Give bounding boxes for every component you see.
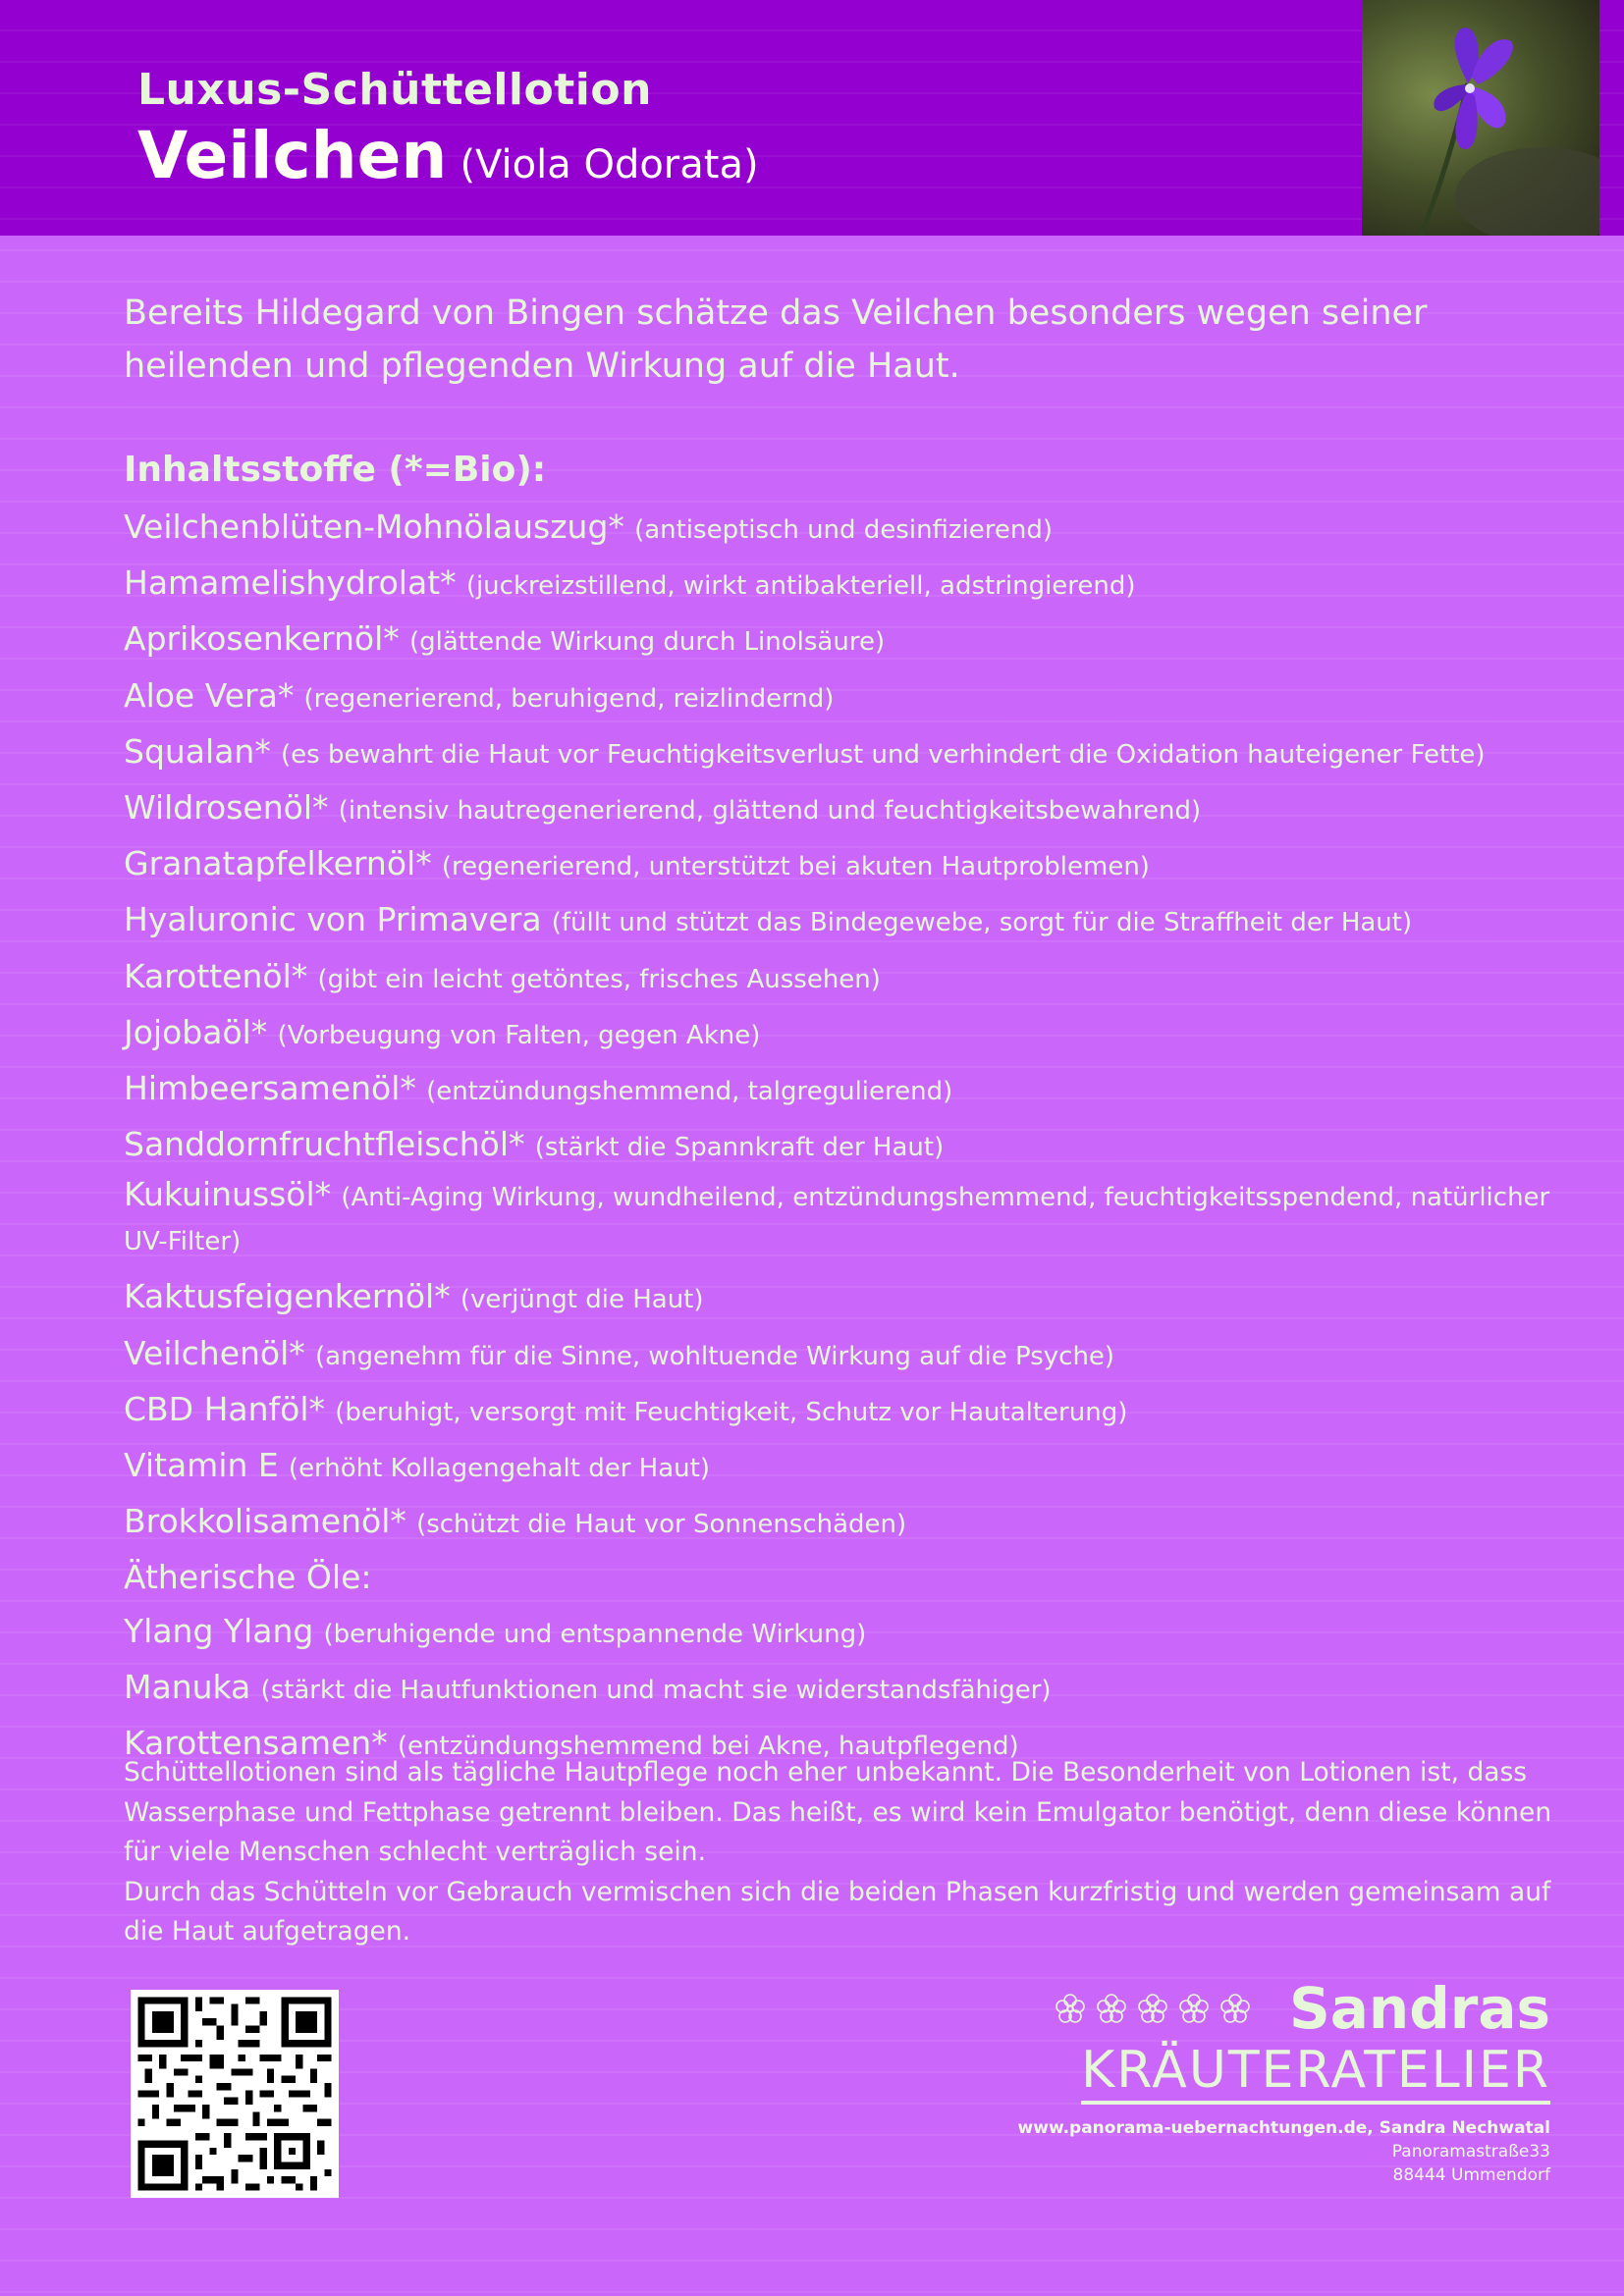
ingredient-name: Aloe Vera* xyxy=(124,675,295,715)
ingredient-name: Ätherische Öle: xyxy=(124,1558,372,1597)
ingredient-note: (entzündungshemmend, talgregulierend) xyxy=(426,1077,953,1107)
brand-subtitle: KRÄUTERATELIER xyxy=(1081,2040,1550,2105)
ingredient-item xyxy=(124,1439,1567,1495)
ingredient-name: Kaktusfeigenkernöl* xyxy=(124,1277,451,1316)
ingredient-item xyxy=(124,893,1567,949)
ingredient-item xyxy=(124,1270,1567,1326)
ingredient-item xyxy=(124,1661,1567,1717)
ingredient-note: (füllt und stützt das Bindegewebe, sorgt für die Straffheit der Haut) xyxy=(551,908,1413,938)
violet-flower-icon xyxy=(1362,0,1599,236)
ingredient-name: Brokkolisamenöl* xyxy=(124,1502,406,1541)
ingredient-note: (es bewahrt die Haut vor Feuchtigkeitsverlust und verhindert die Oxidation hauteigener Fette) xyxy=(281,739,1486,770)
ingredients-list xyxy=(124,501,1567,1773)
ingredient-note: (schützt die Haut vor Sonnenschäden) xyxy=(416,1510,907,1540)
brand-block xyxy=(1018,1975,1550,2187)
ingredient-note: (stärkt die Hautfunktionen und macht sie widerstandsfähiger) xyxy=(260,1675,1052,1705)
ingredient-name: Wildrosenöl* xyxy=(124,788,329,828)
ingredient-item xyxy=(124,1118,1567,1174)
ingredient-item xyxy=(124,613,1567,668)
ingredient-note: (regenerierend, beruhigend, reizlindernd) xyxy=(303,683,835,714)
ingredient-item xyxy=(124,781,1567,837)
ingredient-item xyxy=(124,1605,1567,1661)
ingredient-item xyxy=(124,1495,1567,1551)
qr-code[interactable] xyxy=(131,1990,339,2198)
description-paragraph: Durch das Schütteln vor Gebrauch vermischen sich die beiden Phasen kurzfristig und werden gemeinsam auf die Haut aufgetragen. xyxy=(124,1876,1551,1947)
ingredient-name: Sanddornfruchtfleischöl* xyxy=(124,1125,525,1164)
description-text xyxy=(124,1753,1557,1952)
contact-website[interactable]: www.panorama-uebernachtungen.de, Sandra Nechwatal xyxy=(1017,2118,1550,2138)
ingredient-name: Manuka xyxy=(124,1667,251,1706)
ingredients-heading: Inhaltsstoffe (*=Bio): xyxy=(124,450,547,490)
essential-oils-heading xyxy=(124,1551,1567,1604)
ingredient-item xyxy=(124,1006,1567,1062)
ingredient-name: CBD Hanföl* xyxy=(124,1389,326,1428)
ingredient-name: Hamamelishydrolat* xyxy=(124,563,457,603)
ingredient-item xyxy=(124,1062,1567,1118)
ingredient-note: (erhöht Kollagengehalt der Haut) xyxy=(288,1454,710,1484)
ingredient-note: (beruhigende und entspannende Wirkung) xyxy=(323,1619,867,1649)
ingredient-item xyxy=(124,669,1567,725)
contact-city: 88444 Ummendorf xyxy=(1392,2165,1550,2185)
ingredient-name: Squalan* xyxy=(124,731,271,771)
ingredient-name: Karottensamen* xyxy=(124,1724,388,1763)
ingredient-note: (gibt ein leicht getöntes, frisches Aussehen) xyxy=(317,964,881,994)
ingredient-item xyxy=(124,501,1567,557)
ingredient-item xyxy=(124,1383,1567,1439)
ingredient-note: (stärkt die Spannkraft der Haut) xyxy=(534,1133,945,1163)
product-subtitle: Luxus-Schüttellotion xyxy=(137,65,652,115)
ingredient-note: (Anti-Aging Wirkung, wundheilend, entzündungshemmend, feuchtigkeitsspendend, natürlicher UV-Filter) xyxy=(124,1183,1550,1257)
ingredient-item xyxy=(124,950,1567,1006)
ingredient-name: Kukuinussöl* xyxy=(124,1175,332,1214)
ingredient-item xyxy=(124,837,1567,893)
flower-icon xyxy=(1218,1992,1252,2025)
ingredient-name: Veilchenöl* xyxy=(124,1333,305,1372)
ingredient-item xyxy=(124,1327,1567,1383)
ingredient-note: (verjüngt die Haut) xyxy=(460,1285,704,1315)
violet-photo xyxy=(1362,0,1599,236)
flower-icon xyxy=(1054,1992,1087,2025)
ingredient-note: (Vorbeugung von Falten, gegen Akne) xyxy=(277,1020,761,1050)
ingredient-name: Aprikosenkernöl* xyxy=(124,619,400,659)
ingredient-item xyxy=(124,557,1567,613)
ingredient-note: (angenehm für die Sinne, wohltuende Wirkung auf die Psyche) xyxy=(314,1341,1115,1371)
brand-name: Sandras xyxy=(1289,1975,1550,2042)
ingredient-note: (antiseptisch und desinfizierend) xyxy=(634,515,1054,545)
qr-code-icon xyxy=(131,1990,339,2198)
description-paragraph: Schüttellotionen sind als tägliche Hautpflege noch eher unbekannt. Die Besonderheit von Lotionen ist, dass Wasserphase und Fettphase getrennt bleiben. Das heißt, es wird kein Emulgator benötigt, denn diese können für viele Menschen schlecht verträglich sein. xyxy=(124,1757,1552,1867)
contact-info xyxy=(1018,2116,1550,2187)
ingredient-note: (glättende Wirkung durch Linolsäure) xyxy=(408,627,886,658)
ingredient-name: Veilchenblüten-Mohnölauszug* xyxy=(124,507,624,546)
flower-icon xyxy=(1095,1992,1128,2025)
ingredient-note: (beruhigt, versorgt mit Feuchtigkeit, Schutz vor Hautalterung) xyxy=(335,1397,1128,1427)
ingredient-name: Vitamin E xyxy=(124,1446,279,1485)
intro-text: Bereits Hildegard von Bingen schätze das Veilchen besonders wegen seiner heilenden und pflegenden Wirkung auf die Haut. xyxy=(124,294,1428,386)
ingredient-name: Granatapfelkernöl* xyxy=(124,844,432,883)
ingredient-note: (entzündungshemmend bei Akne, hautpflegend) xyxy=(397,1732,1019,1762)
product-title: Veilchen xyxy=(137,118,448,193)
ingredient-item xyxy=(124,1174,1567,1262)
ingredient-note: (juckreizstillend, wirkt antibakteriell, adstringierend) xyxy=(465,571,1136,602)
contact-street: Panoramastraße33 xyxy=(1391,2142,1550,2162)
ingredient-name: Ylang Ylang xyxy=(124,1611,314,1650)
product-title-line xyxy=(137,118,759,193)
ingredient-name: Hyaluronic von Primavera xyxy=(124,900,542,939)
flower-ornaments xyxy=(1054,1992,1252,2025)
flower-icon xyxy=(1136,1992,1169,2025)
ingredient-note: (intensiv hautregenerierend, glättend und feuchtigkeitsbewahrend) xyxy=(338,796,1202,827)
header-banner xyxy=(0,0,1624,236)
ingredient-name: Karottenöl* xyxy=(124,956,308,995)
ingredient-item xyxy=(124,725,1567,781)
ingredient-name: Himbeersamenöl* xyxy=(124,1069,416,1108)
brand-title-row xyxy=(1018,1975,1550,2042)
ingredient-name: Jojobaöl* xyxy=(124,1012,268,1051)
product-latin-name: (Viola Odorata) xyxy=(460,142,759,187)
ingredient-note: (regenerierend, unterstützt bei akuten Hautproblemen) xyxy=(441,852,1150,882)
flower-icon xyxy=(1177,1992,1211,2025)
